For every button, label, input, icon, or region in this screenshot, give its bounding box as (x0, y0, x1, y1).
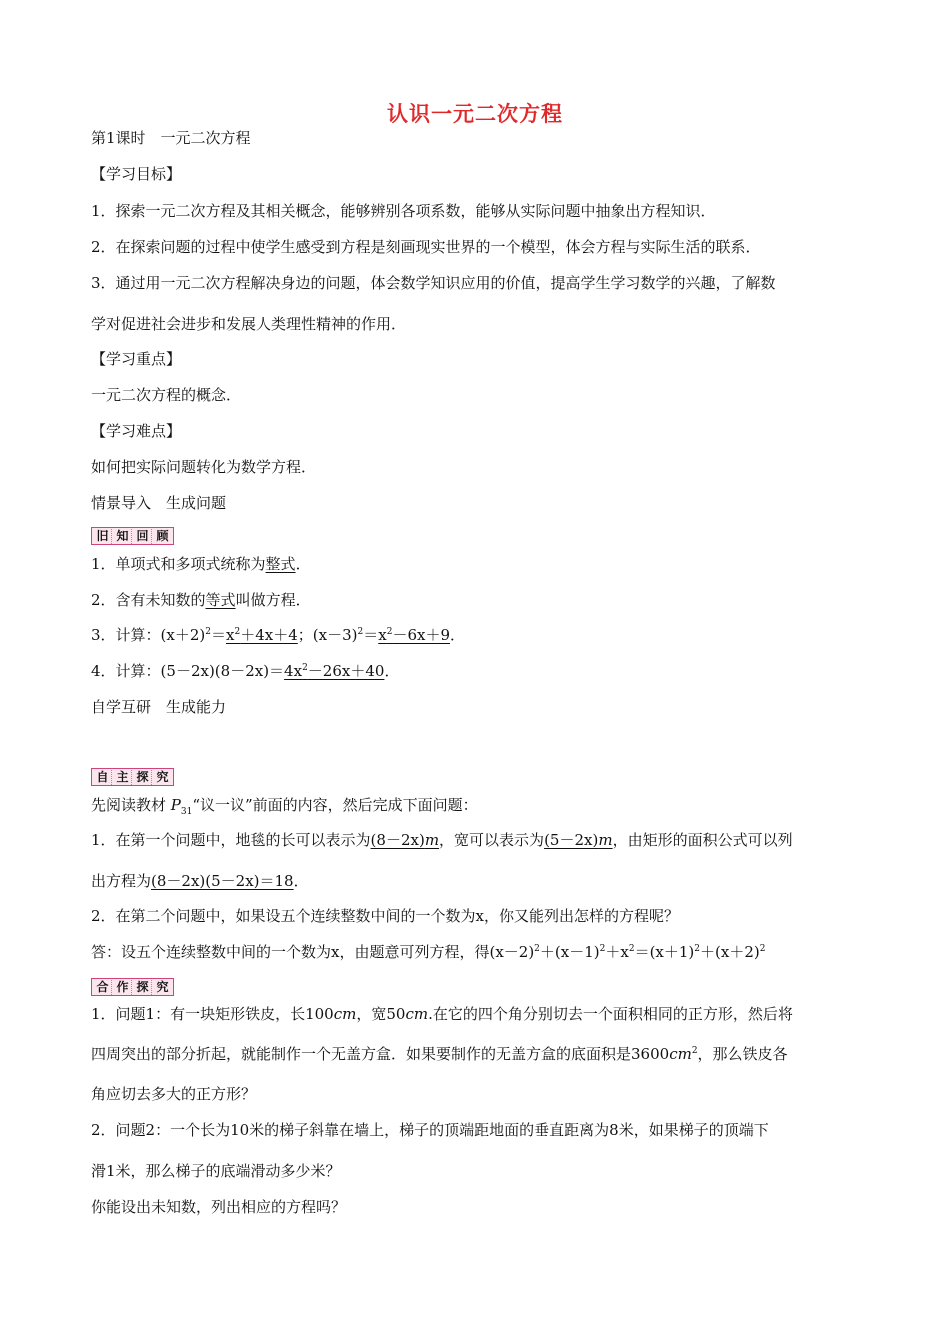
goal-item-2: 2．在探索问题的过程中使学生感受到方程是刻画现实世界的一个模型，体会方程与实际生活的联系． (91, 238, 761, 256)
review-tag-char: 旧 (94, 529, 112, 544)
explore-instructions: 先阅读教材 $P_{31}“$议一议”前面的内容，然后完成下面问题： (91, 796, 478, 817)
key-point-text: 一元二次方程的概念． (91, 386, 242, 404)
goal-item-3-line-2: 学对促进社会进步和发展人类理性精神的作用． (91, 315, 407, 333)
coop-tag-char: 探 (134, 980, 152, 995)
explore-answer: 答：设五个连续整数中间的一个数为x，由题意可列方程，得$(x-2)^2+(x-1)^2+x^2=(x+1)^2+(x+2)^2$ (91, 943, 766, 961)
review-tag (91, 527, 174, 545)
coop-q1-line-3: 角应切去多大的正方形？ (91, 1085, 257, 1103)
coop-q1-line-1: 1．问题1：有一块矩形铁皮，长100cm，宽50cm.在它的四个角分别切去一个面积相同的正方形，然后将 (91, 1005, 793, 1023)
coop-q1-line-2: 四周突出的部分折起，就能制作一个无盖方盒．如果要制作的无盖方盒的底面积是$3600cm^2$，那么铁皮各 (91, 1045, 788, 1063)
difficulty-text: 如何把实际问题转化为数学方程． (91, 458, 317, 476)
coop-tag (91, 978, 174, 996)
explore-tag-char: 主 (114, 770, 132, 785)
review-q4: 4．计算：$(5-2x)(8-2x)=4x^2-26x+40$． (91, 662, 400, 680)
answer: 整式 (265, 555, 296, 573)
explore-tag-char: 自 (94, 770, 112, 785)
review-q3: 3．计算：$(x+2)^2=x^2+4x+4$；$(x-3)^2=x^2-6x+9$． (91, 626, 465, 644)
answer: $4x^2-26x+40$ (284, 662, 385, 680)
self-study-heading: 自学互研 生成能力 (91, 698, 227, 716)
explore-tag-char: 探 (134, 770, 152, 785)
coop-q2-line-2: 滑1米，那么梯子的底端滑动多少米？ (91, 1162, 341, 1180)
answer: (8－2x)(5－2x)＝18 (151, 872, 294, 890)
coop-tag-char: 作 (114, 980, 132, 995)
explore-tag-char: 究 (156, 769, 169, 784)
intro-heading: 情景导入 生成问题 (91, 494, 227, 512)
coop-tag-char: 究 (156, 979, 169, 994)
review-q2: 2．含有未知数的等式叫做方程． (91, 591, 311, 609)
lesson-subtitle: 第1课时 一元二次方程 (91, 129, 251, 147)
answer: 等式 (205, 591, 236, 609)
review-tag-char: 知 (114, 529, 132, 544)
goals-heading: 【学习目标】 (91, 165, 182, 183)
coop-q2-line-1: 2．问题2：一个长为10米的梯子斜靠在墙上，梯子的顶端距地面的垂直距离为8米，如果梯子的顶端下 (91, 1121, 769, 1139)
explore-p2: 2．在第二个问题中，如果设五个连续整数中间的一个数为x，你又能列出怎样的方程呢？ (91, 907, 680, 925)
answer: (5－2x)m (544, 831, 613, 849)
explore-tag (91, 768, 174, 786)
coop-q3: 你能设出未知数，列出相应的方程吗？ (91, 1198, 347, 1216)
explore-p1-line-1: 1．在第一个问题中，地毯的长可以表示为(8－2x)m，宽可以表示为(5－2x)m，由矩形的面积公式可以列 (91, 831, 793, 849)
explore-p1-line-2: 出方程为(8－2x)(5－2x)＝18． (91, 872, 309, 890)
review-tag-char: 顾 (156, 528, 169, 543)
goal-item-1: 1．探索一元二次方程及其相关概念，能够辨别各项系数，能够从实际问题中抽象出方程知识． (91, 202, 716, 220)
answer: $x^2+4x+4$ (226, 626, 298, 644)
document-title: 认识一元二次方程 (387, 102, 563, 126)
review-tag-char: 回 (134, 529, 152, 544)
key-point-heading: 【学习重点】 (91, 350, 182, 368)
goal-item-3-line-1: 3．通过用一元二次方程解决身边的问题，体会数学知识应用的价值，提高学生学习数学的兴趣，了解数 (91, 274, 776, 292)
answer: (8－2x)m (370, 831, 440, 849)
review-q1: 1．单项式和多项式统称为整式． (91, 555, 311, 573)
coop-tag-char: 合 (94, 980, 112, 995)
difficulty-heading: 【学习难点】 (91, 422, 182, 440)
answer: $x^2-6x+9$ (378, 626, 450, 644)
